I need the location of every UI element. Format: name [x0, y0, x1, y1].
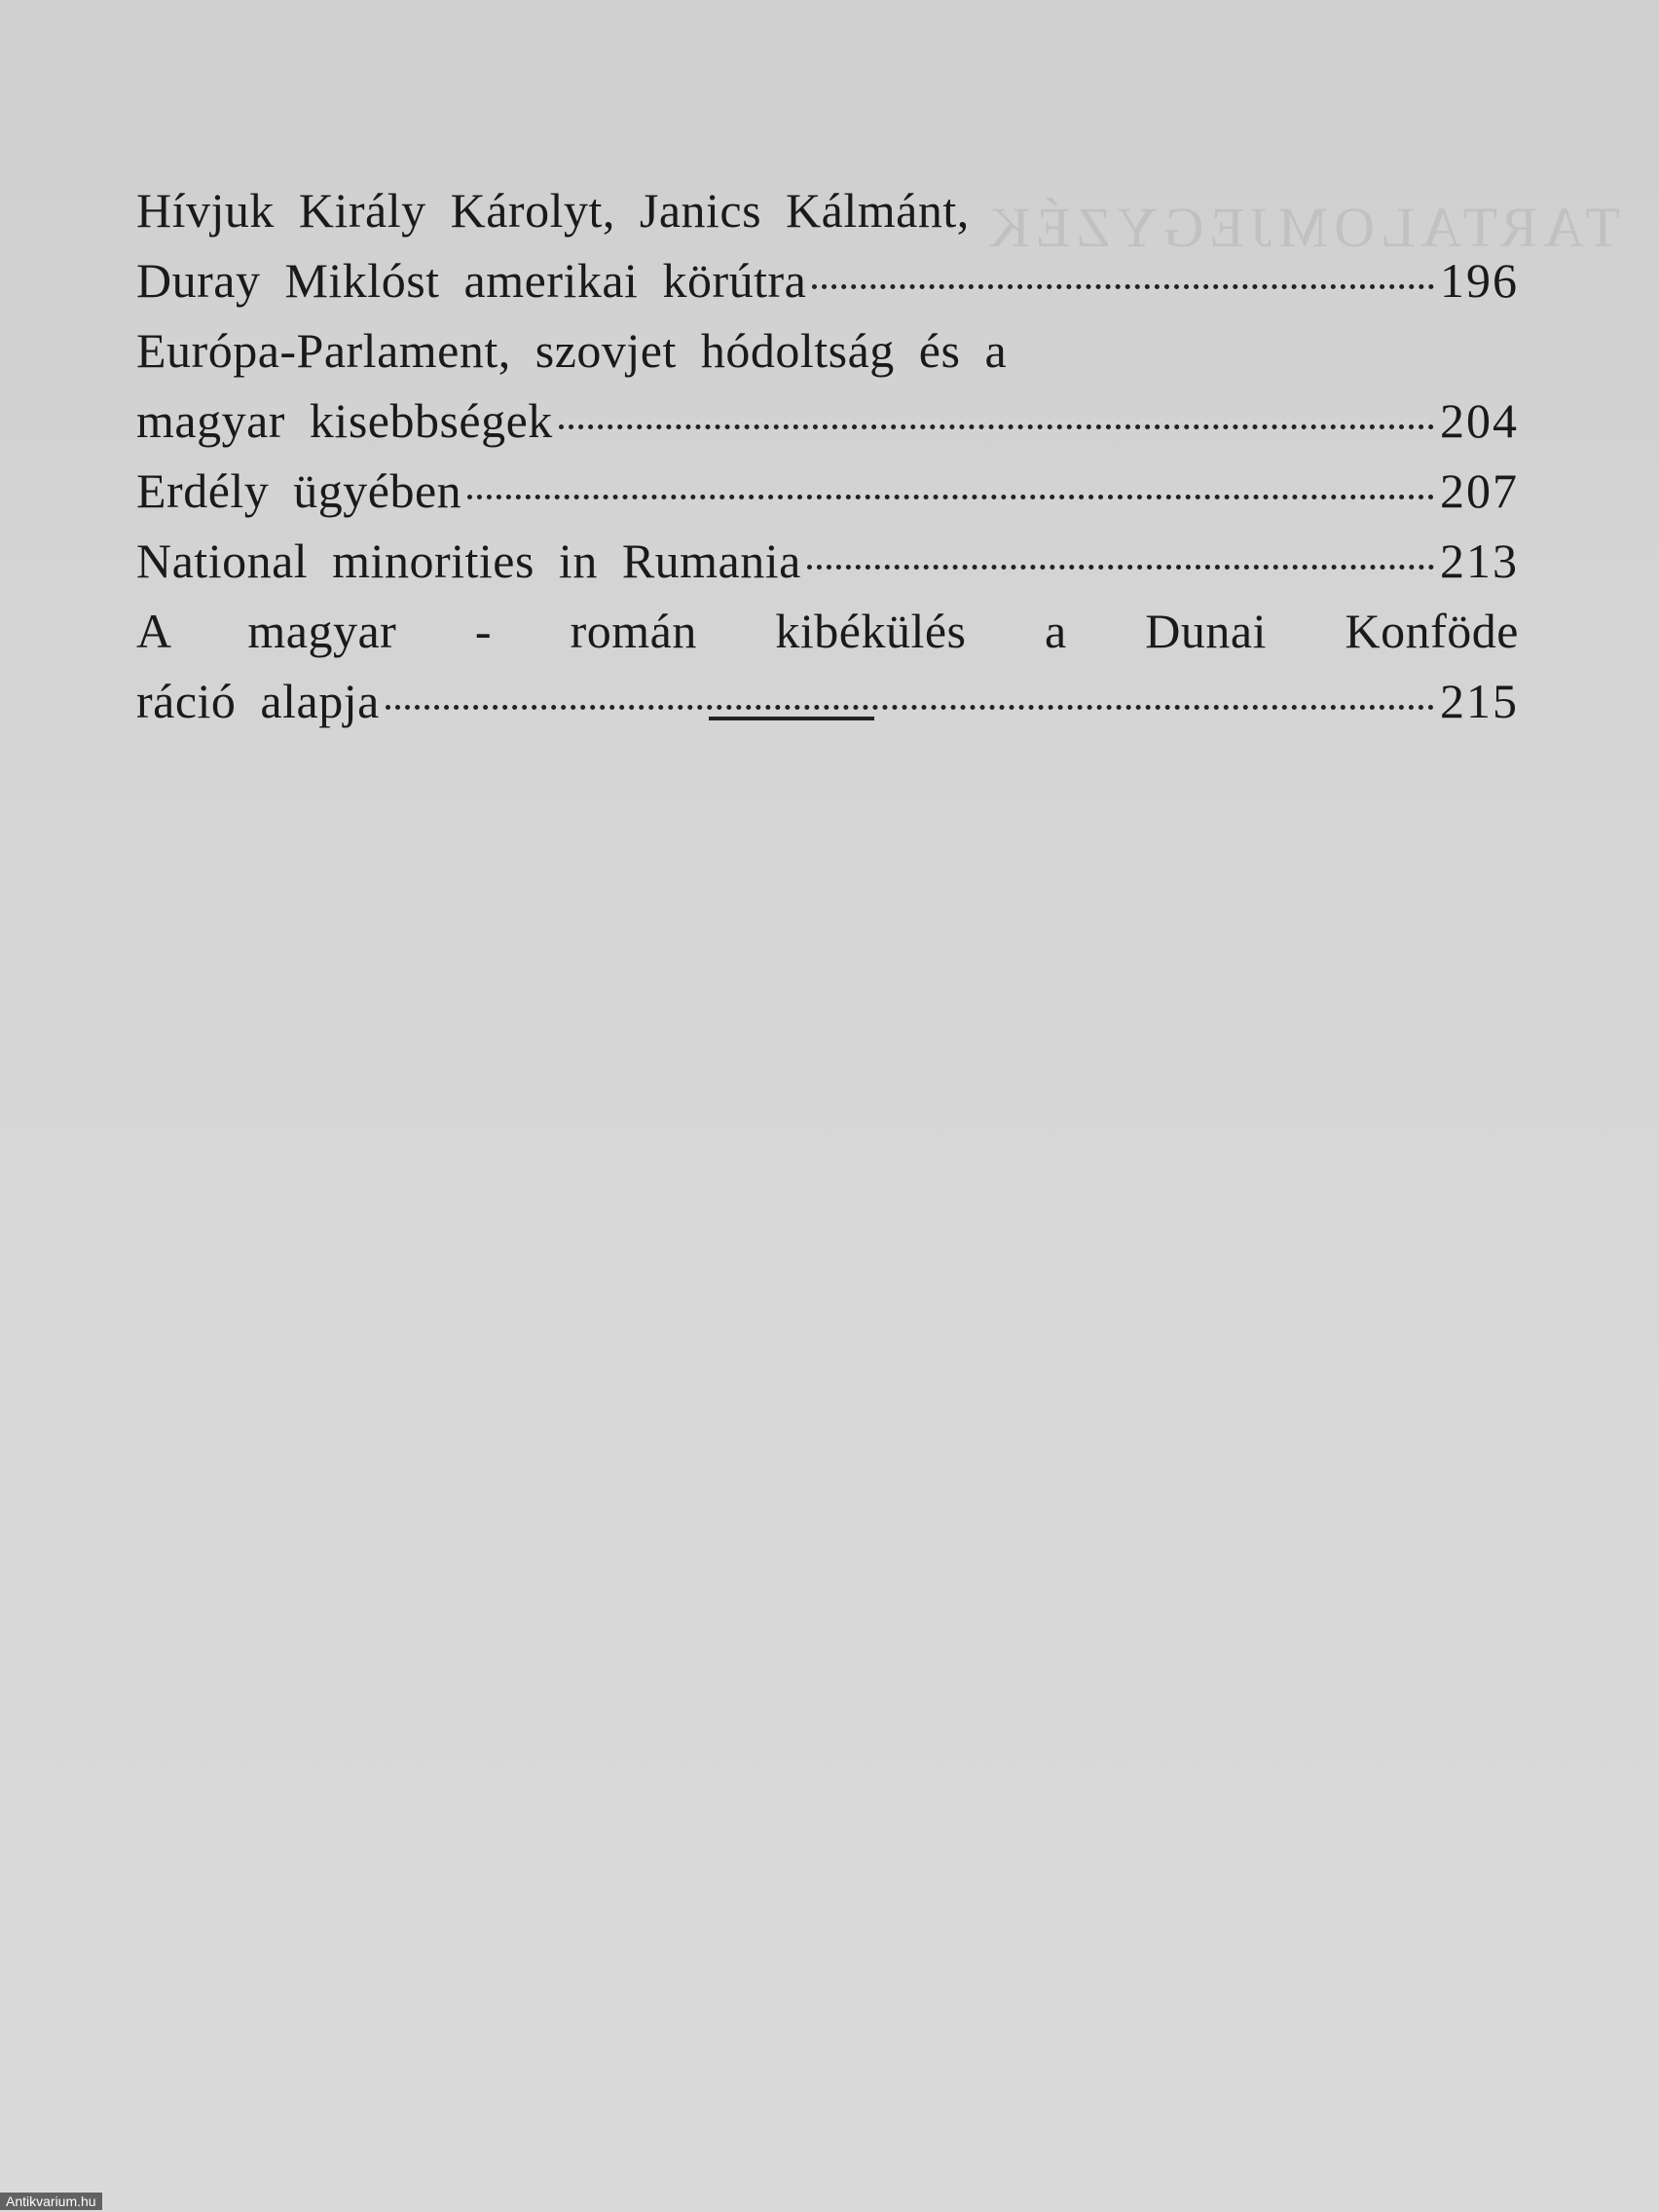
table-of-contents	[136, 175, 1519, 736]
toc-entry-line	[136, 386, 1519, 456]
toc-entry-title: National minorities in Rumania	[136, 534, 801, 588]
toc-page-number: 204	[1440, 393, 1519, 448]
toc-page-number: 215	[1440, 674, 1519, 728]
toc-entry-title: Erdély ügyében	[136, 463, 462, 518]
toc-entry	[136, 526, 1519, 596]
toc-entry-line	[136, 666, 1519, 736]
toc-entry-line	[136, 245, 1519, 315]
dot-leader	[386, 705, 1434, 710]
dot-leader	[467, 495, 1434, 499]
toc-entry-title: Európa-Parlament, szovjet hódoltság és a	[136, 323, 1008, 378]
toc-page-number: 196	[1440, 253, 1519, 308]
toc-entry-line	[136, 175, 1519, 245]
toc-page-number: 207	[1440, 463, 1519, 518]
site-watermark: Antikvarium.hu	[0, 2193, 102, 2210]
toc-entry	[136, 596, 1519, 736]
toc-page-number: 213	[1440, 534, 1519, 588]
toc-entry	[136, 175, 1519, 315]
section-divider-rule	[709, 717, 874, 720]
toc-entry-title: ráció alapja	[136, 674, 380, 728]
toc-entry-title: Hívjuk Király Károlyt, Janics Kálmánt,	[136, 183, 970, 238]
toc-entry-line	[136, 596, 1519, 666]
dot-leader	[559, 424, 1434, 429]
toc-entry-title: magyar kisebbségek	[136, 393, 553, 448]
toc-entry-line	[136, 456, 1519, 526]
toc-entry-title: Duray Miklóst amerikai körútra	[136, 253, 807, 308]
toc-entry	[136, 456, 1519, 526]
toc-entry-title: A magyar - román kibékülés a Dunai Konföde	[136, 604, 1519, 658]
toc-entry-line	[136, 315, 1519, 386]
dot-leader	[812, 284, 1434, 289]
dot-leader	[807, 565, 1434, 570]
toc-entry-line	[136, 526, 1519, 596]
toc-entry	[136, 315, 1519, 456]
ghost-heading: TARTALOMJEGYZÉK	[983, 196, 1620, 259]
